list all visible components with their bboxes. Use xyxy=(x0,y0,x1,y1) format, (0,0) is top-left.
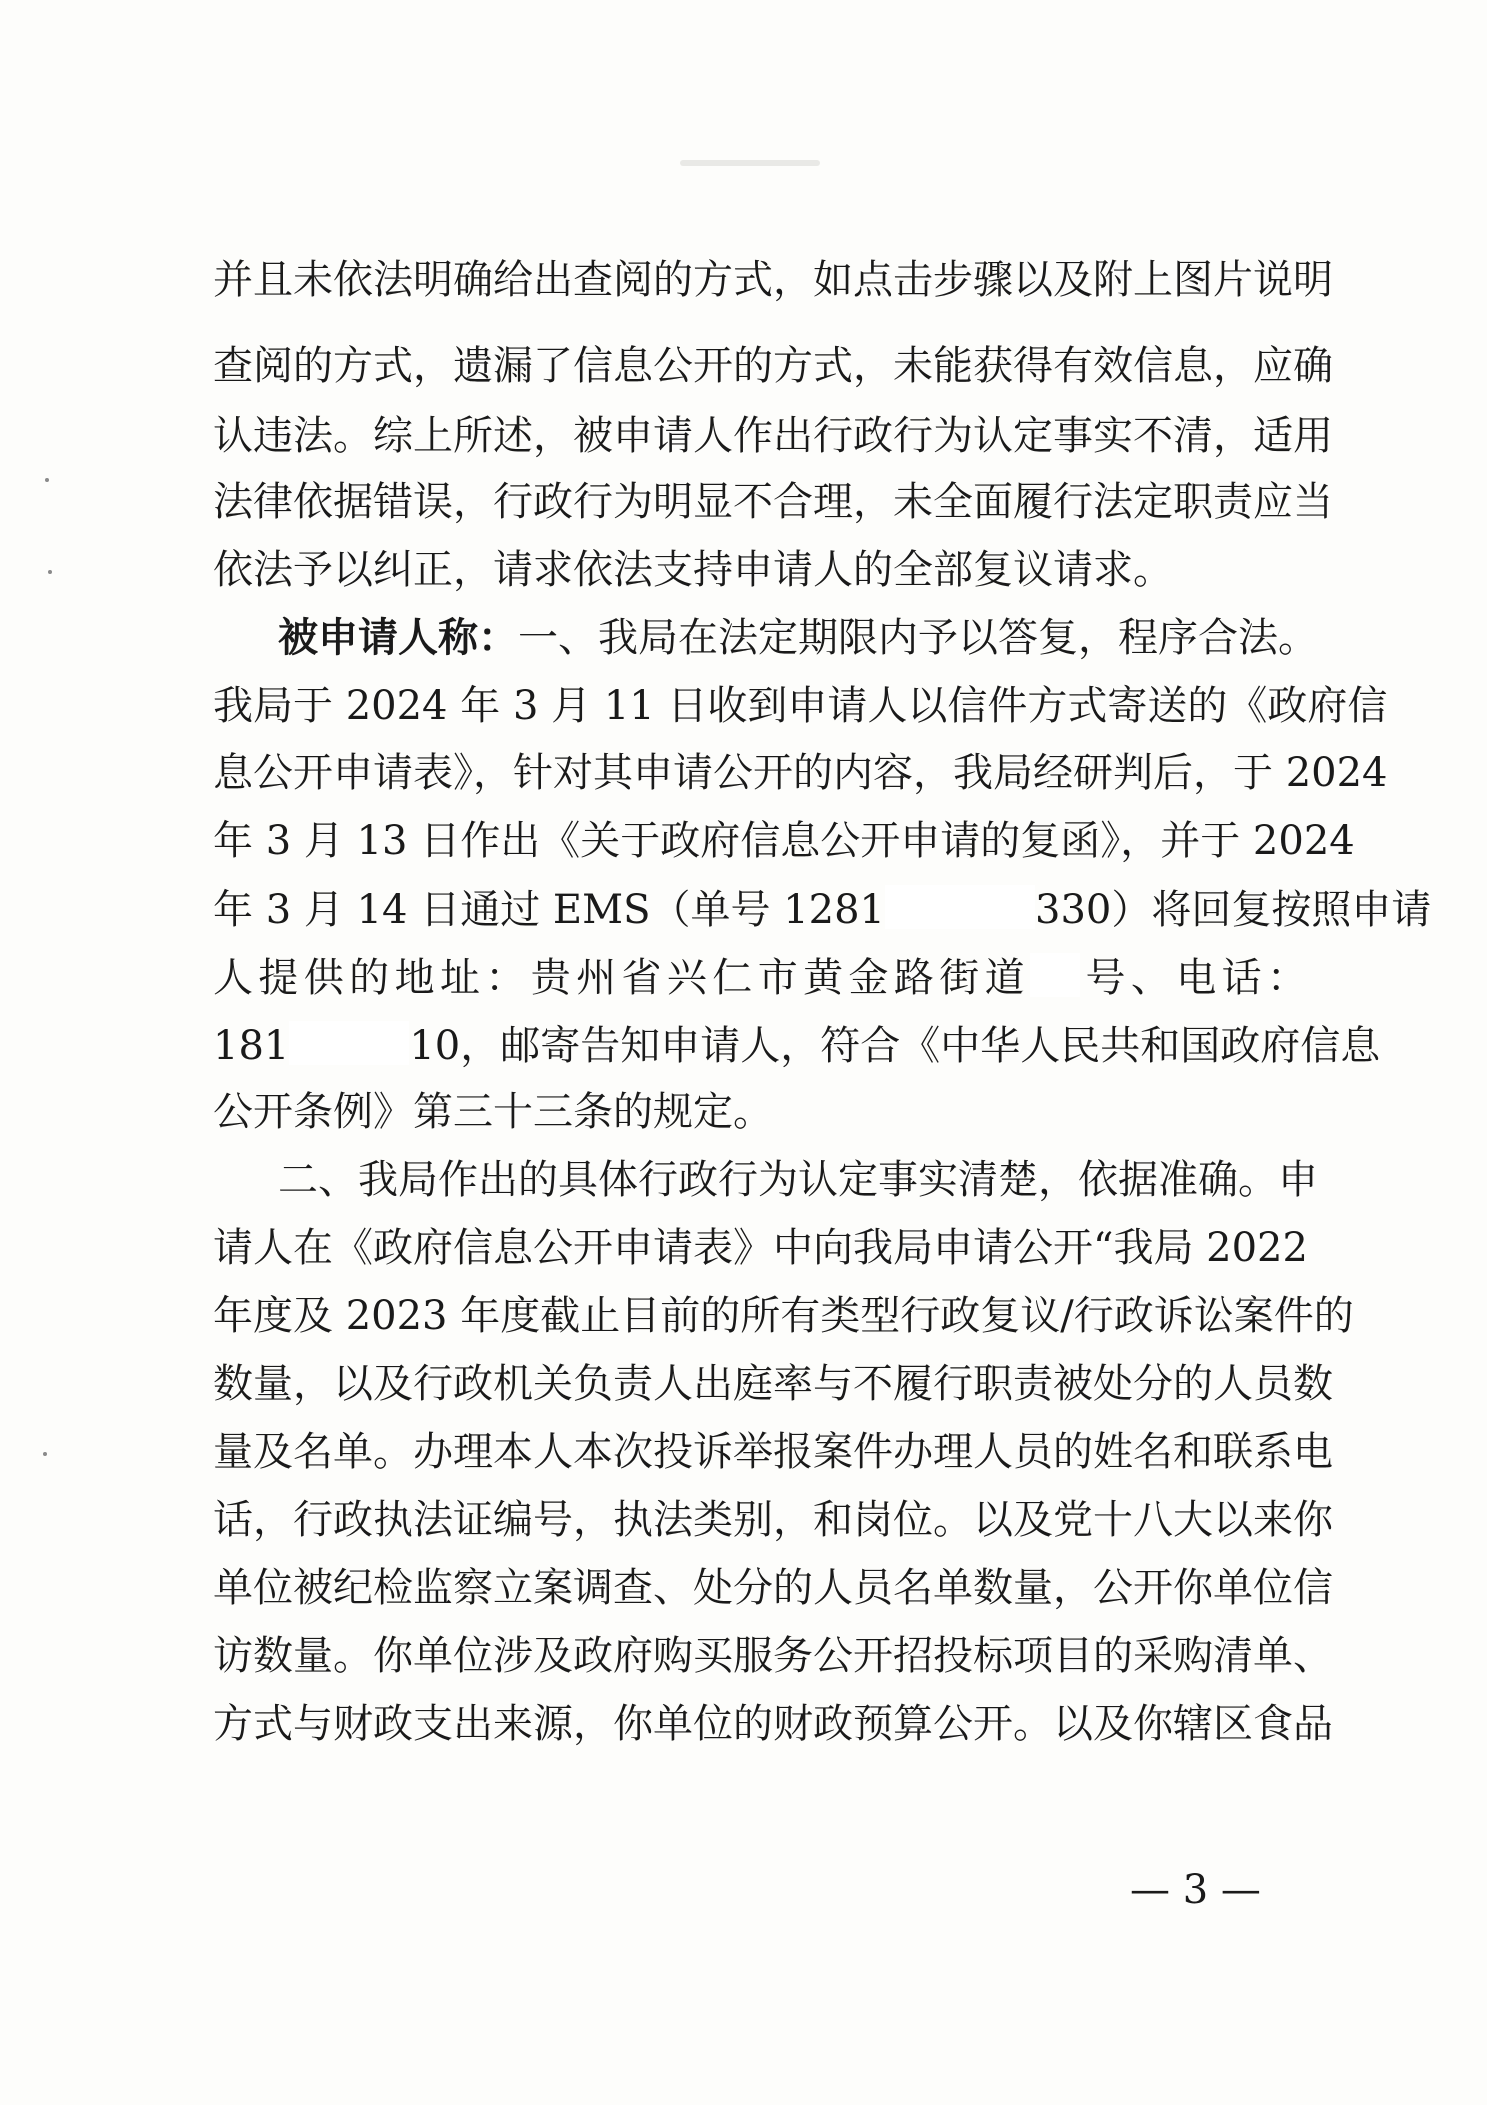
respondent-statement-first-line xyxy=(278,614,1318,662)
text-line: 年度及 2023 年度截止目前的所有类型行政复议/行政诉讼案件的 xyxy=(213,1293,1354,1339)
text-line-with-redaction xyxy=(213,1021,1381,1070)
text-segment: 181 xyxy=(213,1023,290,1069)
text-line: 方式与财政支出来源，你单位的财政预算公开。以及你辖区食品 xyxy=(213,1701,1333,1747)
text-line: 法律依据错误，行政行为明显不合理，未全面履行法定职责应当 xyxy=(213,479,1333,525)
text-line: 请人在《政府信息公开申请表》中向我局申请公开“我局 2022 xyxy=(213,1225,1308,1271)
redaction-box xyxy=(289,1021,409,1065)
scan-speck xyxy=(48,570,52,574)
text-line: 访数量。你单位涉及政府购买服务公开招投标项目的采购清单、 xyxy=(213,1633,1333,1679)
text-line: 查阅的方式，遗漏了信息公开的方式，未能获得有效信息，应确 xyxy=(213,343,1333,389)
text-segment: 330）将回复按照申请 xyxy=(1035,887,1432,933)
text-line: 年 3 月 13 日作出《关于政府信息公开申请的复函》，并于 2024 xyxy=(213,818,1355,864)
redaction-box xyxy=(1030,953,1080,997)
page-number: — 3 — xyxy=(1130,1867,1261,1913)
text-line: 单位被纪检监察立案调查、处分的人员名单数量，公开你单位信 xyxy=(213,1565,1333,1611)
redaction-box xyxy=(885,885,1035,929)
text-segment: 年 3 月 14 日通过 EMS（单号 1281 xyxy=(213,887,885,933)
respondent-label: 被申请人称： xyxy=(278,614,518,661)
scan-speck xyxy=(43,1452,47,1456)
text-line: 话，行政执法证编号，执法类别，和岗位。以及党十八大以来你 xyxy=(213,1497,1333,1543)
text-line: 息公开申请表》，针对其申请公开的内容，我局经研判后，于 2024 xyxy=(213,750,1388,796)
text-line-with-redaction xyxy=(213,953,1307,1002)
text-segment: 人提供的地址：贵州省兴仁市黄金路街道 xyxy=(213,955,1031,1001)
text-line: 二、我局作出的具体行政行为认定事实清楚，依据准确。申 xyxy=(278,1157,1318,1203)
text-line-with-redaction xyxy=(213,885,1432,934)
text-segment: 10，邮寄告知申请人，符合《中华人民共和国政府信息 xyxy=(409,1023,1381,1069)
text-segment: 号、电话： xyxy=(1080,955,1308,1001)
text-line: 并且未依法明确给出查阅的方式，如点击步骤以及附上图片说明 xyxy=(213,257,1333,303)
scan-artifact xyxy=(680,160,820,166)
text-line: 依法予以纠正，请求依法支持申请人的全部复议请求。 xyxy=(213,547,1173,593)
text-line: 认违法。综上所述，被申请人作出行政行为认定事实不清，适用 xyxy=(213,413,1333,459)
text-segment: 一、我局在法定期限内予以答复，程序合法。 xyxy=(518,615,1318,661)
text-line: 公开条例》第三十三条的规定。 xyxy=(213,1089,773,1135)
text-line: 我局于 2024 年 3 月 11 日收到申请人以信件方式寄送的《政府信 xyxy=(213,683,1388,729)
text-line: 量及名单。办理本人本次投诉举报案件办理人员的姓名和联系电 xyxy=(213,1429,1333,1475)
text-line: 数量，以及行政机关负责人出庭率与不履行职责被处分的人员数 xyxy=(213,1361,1333,1407)
scan-speck xyxy=(45,478,49,482)
